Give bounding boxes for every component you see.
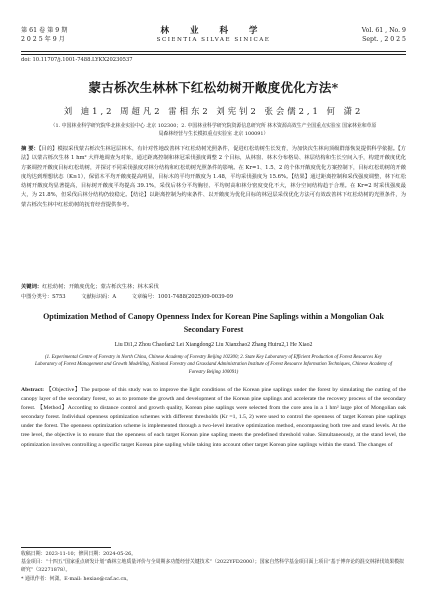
issue-info-en (362, 26, 406, 44)
classification-cn (21, 293, 406, 302)
abstract-cn-label: 摘 要： (21, 146, 39, 152)
abstract-en (21, 386, 406, 450)
corresponding-author: * 通讯作者：何潇。E-mail: hexiao@caf.ac.cn。 (21, 575, 132, 582)
date-en: Sept. , 2 0 2 5 (362, 36, 406, 43)
journal-title (21, 26, 406, 45)
article-number: 文章编号：1001-7488(2025)09-0039-09 (131, 294, 234, 300)
journal-title-cn: 林 业 科 学 (160, 26, 267, 36)
title-en: Optimization Method of Canopy Openness Index for Korean Pine Saplings within a Mongolian Oak Secondary Forest (43, 312, 384, 334)
date-cn: 2 0 2 5 年 9 月 (21, 36, 65, 43)
abstract-cn-text: 【目的】模拟采伐蒙古栎次生林冠层林木，有针对性地改善林下红松幼树光照条件，促进红松幼树生长发育，为加快次生林向顶级群落恢复提供科学依据。【方法】以蒙古栎次生林 1 hm² 大样地调查为对象，通过距离控制和林冠采伐强度调整 2 个目标，从林窗、林木分布格局、林层结构和生长空间入手，构建开敞度优化方案调控开敞度目标红松幼树，并探讨不同采伐强度对林分结构和红松幼树光照条件的影响。在 Kr=1、1.5、2 的个体开敞度优化方案控制下，目标红松幼树的开敞度均达到理想状态（K≥1），保留木平均开敞度提高明显，目标木的平均开敞度为 1.48，平均采伐强度为 15.6%。【结果】通过距离控制和采伐强度调整，林下红松幼树开敞度均显著提高，目标树开敞度平均提高 39.1%，采伐后林分平均胸径、平均树高和林分密度变化不大，林分空间结构趋于合理。在 Kr=2 时采伐强度最大，为 21.8%，但采伐后林分结构仍较稳定。【结论】以距离控制为约束条件、以开敞度为优化目标的林冠层采伐优化方法可有效改善林下红松幼树的光照条件，为蒙古栎次生林中红松幼树的抚育经营提供参考。 (21, 146, 406, 208)
footnotes (21, 550, 406, 583)
clc-number: 中图分类号：S753 (21, 294, 66, 300)
affiliation-cn: （1. 中国林业科学研究院华北林业实验中心 北京 102300；2. 中国林业科学研究院资源信息研究所 林木资源高效生产全国重点实验室 国家林业和草原局森林经营与生长模拟重点实验室 北京 100091） (50, 123, 377, 137)
volume-issue-en: Vol. 61 , No. 9 (361, 27, 406, 34)
journal-header (21, 26, 406, 50)
keywords-cn (21, 283, 406, 292)
title-cn: 蒙古栎次生林林下红松幼树开敞度优化方法* (88, 80, 339, 95)
abstract-en-label: Abstract: (21, 387, 45, 393)
header-rule-thin (21, 54, 406, 55)
received-date: 收稿日期：2023-11-10；修回日期：2024-05-26。 (21, 551, 137, 557)
keywords-cn-text: 红松幼树；开敞度优化；蒙古栎次生林；林木采伐 (42, 284, 159, 290)
volume-issue-cn: 第 61 卷 第 9 期 (21, 27, 68, 34)
keywords-cn-label: 关键词： (21, 284, 43, 290)
authors-cn: 刘 迪1,2 周超凡2 雷相东2 刘宪钊2 张会儒2,1 何 潇2 (63, 106, 364, 116)
journal-title-en: SCIENTIA SILVAE SINICAE (156, 37, 271, 43)
abstract-en-text: 【Objective】The purpose of this study was to improve the light conditions of the Korean pine saplings under the forest by simulating the cutting of the canopy layer of the secondary forest, so as to promote the growth and development of the Korean pine saplings and accelerate the recovery process of the secondary forest. 【Method】According to distance control and growth quality, Korean pine saplings were selected from the core area in a 1 hm² large plot of Mongolian oak secondary forest. Individual openness optimization schemes with different thresholds (Kr =1, 1.5, 2) were used to control the openness of target Korean pine saplings under the forest. The openness optimization scheme is implemented through a two-level iterative optimization method, encompassing both tree and stand levels. At the tree level, the objective is to ensure that the openness of each target Korean pine sapling meets the predefined threshold value. Simultaneously, at the stand level, the optimization involves controlling a specific target Korean pine sapling while taking into account other target Korean pine saplings within the stand. The changes of (21, 387, 407, 448)
footnote-rule (21, 547, 111, 548)
document-code: 文献标识码：A (81, 294, 117, 300)
affiliation-en: (1. Experimental Centre of Forestry in North China, Chinese Academy of Forestry Beijing 102300; 2. State Key Laboratory of Efficient Production of Forest Resources Key Laboratory of Forest Management and Growth Modelling, National Forestry and Grassland Administration Institute of Forest Resource Information Techniques, Chinese Academy of Forestry Beijing 100091) (34, 355, 393, 375)
header-rule-thick (21, 51, 406, 52)
fund-note: 基金项目：“十四五”国家重点研发计划“森林立地质量评价与全周期多功能经营关键技术”（2022YFD2000）；国家自然科学基金项目面上项目“基于博弈论的混交林择伐效果模拟研究”（32271878）。 (21, 559, 404, 574)
doi[interactable]: doi: 10.11707/j.1001-7488.LYKX20230537 (21, 57, 133, 63)
abstract-cn (21, 145, 406, 210)
authors-en: Liu Di1,2 Zhou Chaofan2 Lei Xiangdong2 Liu Xianzhao2 Zhang Huiru2,1 He Xiao2 (114, 342, 313, 348)
